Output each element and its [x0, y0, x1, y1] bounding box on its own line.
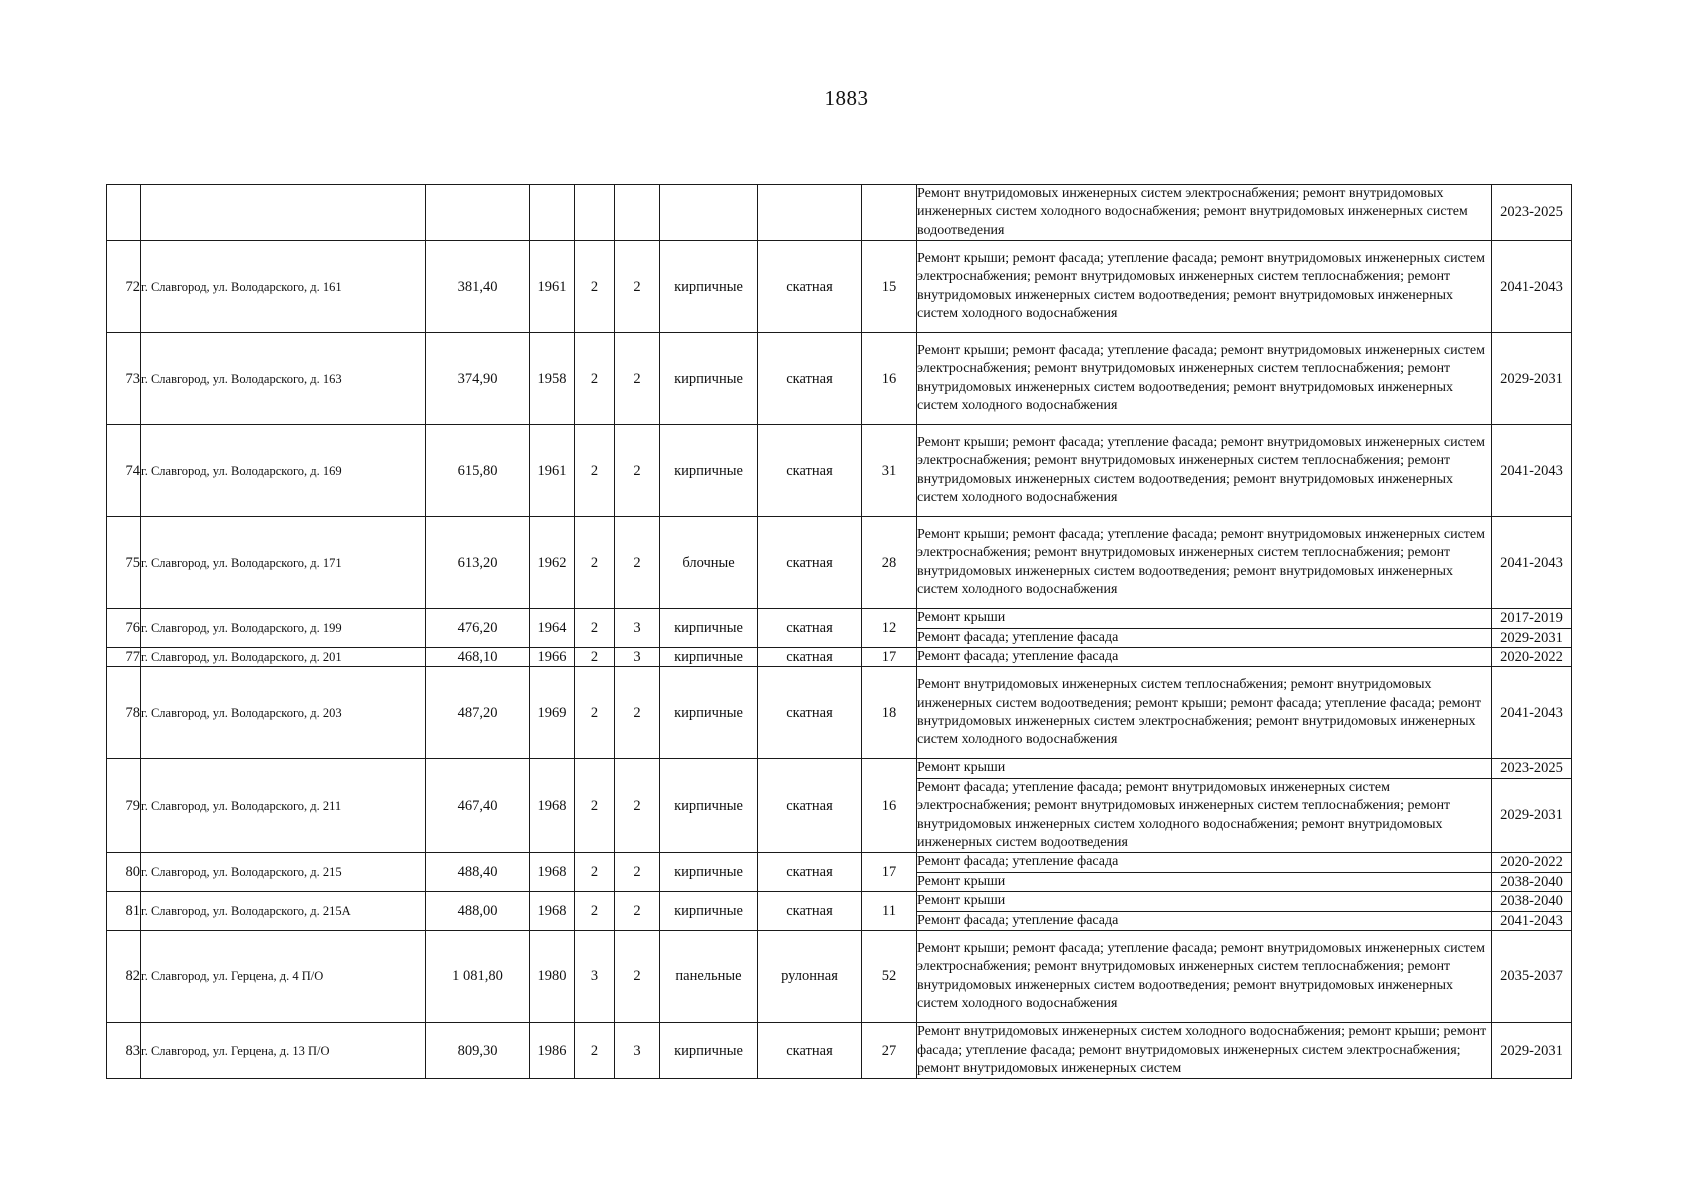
row-number-cell: 80 [107, 853, 141, 892]
apartments-cell: 17 [862, 853, 917, 892]
floors-cell: 2 [575, 667, 615, 759]
area-cell [426, 185, 530, 241]
wall-material-cell: кирпичные [660, 333, 758, 425]
apartments-cell [862, 185, 917, 241]
roof-type-cell: скатная [758, 1023, 862, 1079]
address-cell: г. Славгород, ул. Володарского, д. 163 [141, 333, 426, 425]
entrances-cell: 3 [615, 1023, 660, 1079]
year-built-cell: 1962 [530, 517, 575, 609]
wall-material-cell: кирпичные [660, 425, 758, 517]
repair-works-cell: Ремонт внутридомовых инженерных систем холодного водоснабжения; ремонт крыши; ремонт фасада; утепление фасада; ремонт внутридомовых инженерных систем электроснабжения; ремонт внутридомовых инженерных систем [917, 1023, 1492, 1079]
repair-works-cell: Ремонт фасада; утепление фасада [917, 911, 1492, 930]
floors-cell: 2 [575, 853, 615, 892]
repair-works-cell: Ремонт фасада; утепление фасада [917, 648, 1492, 667]
floors-cell: 2 [575, 333, 615, 425]
wall-material-cell: панельные [660, 931, 758, 1023]
year-built-cell: 1986 [530, 1023, 575, 1079]
repair-works-cell: Ремонт крыши [917, 892, 1492, 911]
roof-type-cell: скатная [758, 333, 862, 425]
apartments-cell: 52 [862, 931, 917, 1023]
apartments-cell: 17 [862, 648, 917, 667]
repair-period-cell: 2029-2031 [1492, 778, 1572, 853]
repair-period-cell: 2020-2022 [1492, 648, 1572, 667]
year-built-cell: 1958 [530, 333, 575, 425]
repair-works-cell: Ремонт крыши; ремонт фасада; утепление фасада; ремонт внутридомовых инженерных систем электроснабжения; ремонт внутридомовых инженерных систем теплоснабжения; ремонт внутридомовых инженерных систем водоотведения; ремонт внутридомовых инженерных систем холодного водоснабжения [917, 517, 1492, 609]
floors-cell: 2 [575, 1023, 615, 1079]
wall-material-cell: кирпичные [660, 759, 758, 853]
repair-period-cell: 2041-2043 [1492, 911, 1572, 930]
roof-type-cell: скатная [758, 892, 862, 931]
roof-type-cell: рулонная [758, 931, 862, 1023]
repair-works-cell: Ремонт крыши; ремонт фасада; утепление фасада; ремонт внутридомовых инженерных систем электроснабжения; ремонт внутридомовых инженерных систем теплоснабжения; ремонт внутридомовых инженерных систем водоотведения; ремонт внутридомовых инженерных систем холодного водоснабжения [917, 425, 1492, 517]
roof-type-cell: скатная [758, 667, 862, 759]
repair-period-cell: 2038-2040 [1492, 892, 1572, 911]
housing-repair-table [106, 184, 1572, 1079]
entrances-cell: 3 [615, 609, 660, 648]
entrances-cell [615, 185, 660, 241]
area-cell: 613,20 [426, 517, 530, 609]
floors-cell: 2 [575, 648, 615, 667]
repair-works-cell: Ремонт крыши; ремонт фасада; утепление фасада; ремонт внутридомовых инженерных систем электроснабжения; ремонт внутридомовых инженерных систем теплоснабжения; ремонт внутридомовых инженерных систем водоотведения; ремонт внутридомовых инженерных систем холодного водоснабжения [917, 333, 1492, 425]
table-row [107, 517, 1572, 609]
area-cell: 488,00 [426, 892, 530, 931]
address-cell: г. Славгород, ул. Володарского, д. 199 [141, 609, 426, 648]
page-number: 1883 [824, 86, 869, 110]
year-built-cell: 1961 [530, 425, 575, 517]
address-cell: г. Славгород, ул. Володарского, д. 201 [141, 648, 426, 667]
repair-works-cell: Ремонт внутридомовых инженерных систем теплоснабжения; ремонт внутридомовых инженерных систем водоотведения; ремонт крыши; ремонт фасада; утепление фасада; ремонт внутридомовых инженерных систем электроснабжения; ремонт внутридомовых инженерных систем холодного водоснабжения [917, 667, 1492, 759]
year-built-cell: 1964 [530, 609, 575, 648]
entrances-cell: 3 [615, 648, 660, 667]
wall-material-cell: кирпичные [660, 892, 758, 931]
repair-period-cell: 2029-2031 [1492, 333, 1572, 425]
table-row [107, 609, 1572, 628]
apartments-cell: 31 [862, 425, 917, 517]
repair-works-cell: Ремонт фасада; утепление фасада [917, 628, 1492, 647]
area-cell: 809,30 [426, 1023, 530, 1079]
area-cell: 1 081,80 [426, 931, 530, 1023]
wall-material-cell: кирпичные [660, 609, 758, 648]
roof-type-cell: скатная [758, 853, 862, 892]
year-built-cell: 1968 [530, 892, 575, 931]
entrances-cell: 2 [615, 517, 660, 609]
repair-period-cell: 2020-2022 [1492, 853, 1572, 872]
table-row [107, 667, 1572, 759]
floors-cell: 2 [575, 241, 615, 333]
repair-works-cell: Ремонт фасада; утепление фасада; ремонт внутридомовых инженерных систем электроснабжения; ремонт внутридомовых инженерных систем теплоснабжения; ремонт внутридомовых инженерных систем холодного водоснабжения; ремонт внутридомовых инженерных систем водоотведения [917, 778, 1492, 853]
table-row [107, 892, 1572, 911]
wall-material-cell: кирпичные [660, 648, 758, 667]
area-cell: 467,40 [426, 759, 530, 853]
floors-cell: 2 [575, 517, 615, 609]
row-number-cell: 81 [107, 892, 141, 931]
entrances-cell: 2 [615, 892, 660, 931]
repair-period-cell: 2023-2025 [1492, 185, 1572, 241]
roof-type-cell: скатная [758, 241, 862, 333]
row-number-cell: 77 [107, 648, 141, 667]
table-row [107, 931, 1572, 1023]
roof-type-cell: скатная [758, 759, 862, 853]
address-cell: г. Славгород, ул. Герцена, д. 13 П/О [141, 1023, 426, 1079]
repair-period-cell: 2041-2043 [1492, 517, 1572, 609]
entrances-cell: 2 [615, 853, 660, 892]
address-cell: г. Славгород, ул. Володарского, д. 215 [141, 853, 426, 892]
table-row [107, 648, 1572, 667]
table-row [107, 759, 1572, 778]
floors-cell: 2 [575, 609, 615, 648]
entrances-cell: 2 [615, 333, 660, 425]
wall-material-cell: кирпичные [660, 241, 758, 333]
year-built-cell: 1968 [530, 853, 575, 892]
floors-cell [575, 185, 615, 241]
apartments-cell: 16 [862, 759, 917, 853]
floors-cell: 2 [575, 759, 615, 853]
area-cell: 615,80 [426, 425, 530, 517]
row-number-cell: 82 [107, 931, 141, 1023]
repair-works-cell: Ремонт крыши [917, 759, 1492, 778]
roof-type-cell: скатная [758, 425, 862, 517]
area-cell: 487,20 [426, 667, 530, 759]
table-row [107, 185, 1572, 241]
repair-period-cell: 2041-2043 [1492, 425, 1572, 517]
row-number-cell: 79 [107, 759, 141, 853]
address-cell: г. Славгород, ул. Володарского, д. 171 [141, 517, 426, 609]
area-cell: 488,40 [426, 853, 530, 892]
entrances-cell: 2 [615, 667, 660, 759]
address-cell [141, 185, 426, 241]
year-built-cell: 1968 [530, 759, 575, 853]
repair-works-cell: Ремонт крыши [917, 872, 1492, 891]
area-cell: 468,10 [426, 648, 530, 667]
apartments-cell: 15 [862, 241, 917, 333]
year-built-cell: 1966 [530, 648, 575, 667]
row-number-cell: 72 [107, 241, 141, 333]
repair-works-cell: Ремонт внутридомовых инженерных систем электроснабжения; ремонт внутридомовых инженерных систем холодного водоснабжения; ремонт внутридомовых инженерных систем водоотведения [917, 185, 1492, 241]
area-cell: 374,90 [426, 333, 530, 425]
address-cell: г. Славгород, ул. Володарского, д. 211 [141, 759, 426, 853]
apartments-cell: 16 [862, 333, 917, 425]
repair-period-cell: 2029-2031 [1492, 1023, 1572, 1079]
floors-cell: 2 [575, 892, 615, 931]
table-row [107, 1023, 1572, 1079]
wall-material-cell: блочные [660, 517, 758, 609]
area-cell: 381,40 [426, 241, 530, 333]
repair-period-cell: 2029-2031 [1492, 628, 1572, 647]
row-number-cell: 74 [107, 425, 141, 517]
apartments-cell: 27 [862, 1023, 917, 1079]
repair-period-cell: 2035-2037 [1492, 931, 1572, 1023]
entrances-cell: 2 [615, 241, 660, 333]
address-cell: г. Славгород, ул. Володарского, д. 161 [141, 241, 426, 333]
repair-works-cell: Ремонт крыши [917, 609, 1492, 628]
apartments-cell: 18 [862, 667, 917, 759]
repair-period-cell: 2038-2040 [1492, 872, 1572, 891]
roof-type-cell: скатная [758, 648, 862, 667]
entrances-cell: 2 [615, 759, 660, 853]
year-built-cell: 1980 [530, 931, 575, 1023]
roof-type-cell: скатная [758, 517, 862, 609]
year-built-cell [530, 185, 575, 241]
repair-period-cell: 2023-2025 [1492, 759, 1572, 778]
row-number-cell: 73 [107, 333, 141, 425]
repair-period-cell: 2041-2043 [1492, 241, 1572, 333]
apartments-cell: 12 [862, 609, 917, 648]
row-number-cell: 83 [107, 1023, 141, 1079]
table-row [107, 333, 1572, 425]
repair-period-cell: 2041-2043 [1492, 667, 1572, 759]
address-cell: г. Славгород, ул. Володарского, д. 169 [141, 425, 426, 517]
roof-type-cell: скатная [758, 609, 862, 648]
floors-cell: 3 [575, 931, 615, 1023]
row-number-cell [107, 185, 141, 241]
address-cell: г. Славгород, ул. Володарского, д. 215А [141, 892, 426, 931]
repair-works-cell: Ремонт крыши; ремонт фасада; утепление фасада; ремонт внутридомовых инженерных систем электроснабжения; ремонт внутридомовых инженерных систем теплоснабжения; ремонт внутридомовых инженерных систем водоотведения; ремонт внутридомовых инженерных систем холодного водоснабжения [917, 931, 1492, 1023]
wall-material-cell [660, 185, 758, 241]
entrances-cell: 2 [615, 931, 660, 1023]
wall-material-cell: кирпичные [660, 1023, 758, 1079]
year-built-cell: 1969 [530, 667, 575, 759]
table-row [107, 853, 1572, 872]
repair-works-cell: Ремонт фасада; утепление фасада [917, 853, 1492, 872]
address-cell: г. Славгород, ул. Володарского, д. 203 [141, 667, 426, 759]
roof-type-cell [758, 185, 862, 241]
address-cell: г. Славгород, ул. Герцена, д. 4 П/О [141, 931, 426, 1023]
area-cell: 476,20 [426, 609, 530, 648]
row-number-cell: 76 [107, 609, 141, 648]
apartments-cell: 28 [862, 517, 917, 609]
repair-works-cell: Ремонт крыши; ремонт фасада; утепление фасада; ремонт внутридомовых инженерных систем электроснабжения; ремонт внутридомовых инженерных систем теплоснабжения; ремонт внутридомовых инженерных систем водоотведения; ремонт внутридомовых инженерных систем холодного водоснабжения [917, 241, 1492, 333]
row-number-cell: 78 [107, 667, 141, 759]
floors-cell: 2 [575, 425, 615, 517]
entrances-cell: 2 [615, 425, 660, 517]
table-body [107, 185, 1572, 1079]
row-number-cell: 75 [107, 517, 141, 609]
wall-material-cell: кирпичные [660, 667, 758, 759]
repair-period-cell: 2017-2019 [1492, 609, 1572, 628]
wall-material-cell: кирпичные [660, 853, 758, 892]
table-row [107, 425, 1572, 517]
table-row [107, 241, 1572, 333]
apartments-cell: 11 [862, 892, 917, 931]
year-built-cell: 1961 [530, 241, 575, 333]
